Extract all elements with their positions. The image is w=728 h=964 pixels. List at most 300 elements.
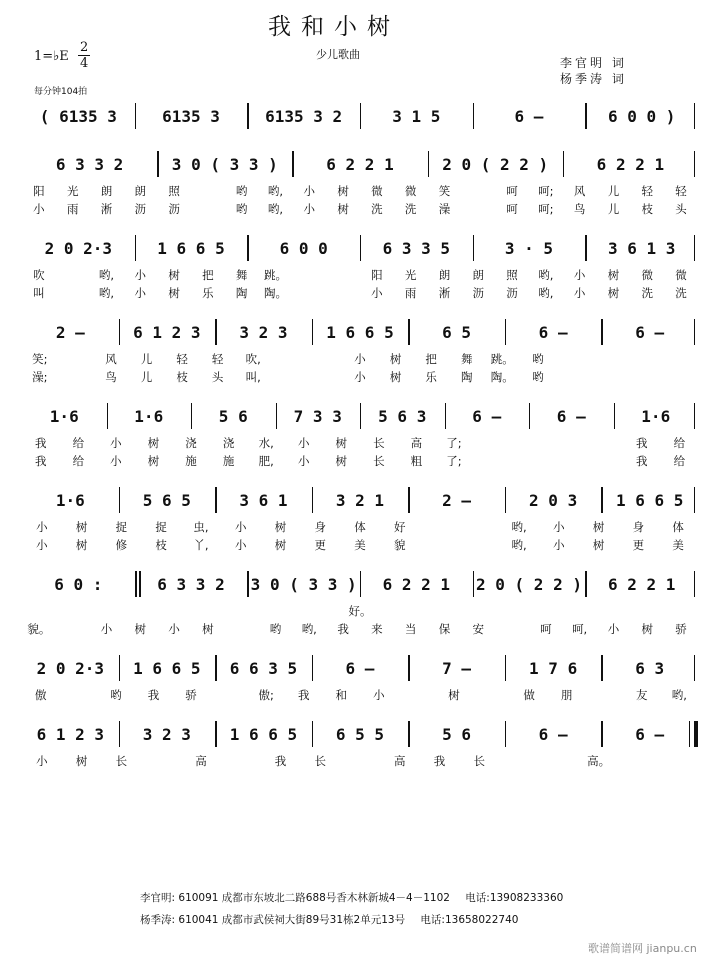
note-row	[22, 102, 698, 130]
lyric-syllable: 貌	[394, 538, 406, 552]
lyric-syllable: 树	[147, 454, 160, 468]
lyric-syllable: 貌。	[27, 622, 51, 636]
contact-2-address: 610041 成都市武侯祠大街89号31栋2单元13号	[178, 914, 406, 926]
lyric-syllable: 哟	[532, 352, 544, 366]
lyrics-verse-1	[22, 753, 698, 769]
lyric-syllable: 肥,	[258, 454, 274, 468]
measure: 6 1 2 3	[36, 724, 104, 744]
lyric-syllable	[58, 351, 94, 367]
lyric-syllable: 更	[632, 538, 645, 552]
lyric-syllable: 呵;	[538, 184, 554, 198]
lyric-syllable: 头	[675, 202, 687, 216]
bar-line	[694, 655, 695, 681]
lyric-syllable: 乐	[425, 370, 437, 384]
measure: 7 –	[442, 658, 472, 678]
lyric-syllable	[307, 369, 343, 385]
lyric-syllable	[461, 201, 495, 217]
lyric-syllable: 树	[389, 370, 402, 384]
lyric-syllable: 树	[147, 436, 160, 450]
lyric-syllable	[459, 537, 499, 553]
lyric-syllable: 小	[303, 184, 316, 198]
lyric-syllable: 风	[573, 184, 586, 198]
lyric-syllable	[292, 285, 326, 301]
lyric-syllable: 浇	[185, 436, 197, 450]
lyric-syllable: 呵	[540, 622, 552, 636]
lyric-syllable: 朗	[438, 268, 451, 282]
lyric-syllable	[292, 267, 326, 283]
lyric-syllable: 哟,	[267, 184, 284, 198]
lyric-syllable	[271, 351, 307, 367]
lyric-syllable: 我	[35, 454, 47, 468]
composer-credit: 杨季涛 词	[560, 72, 627, 86]
lyric-syllable	[585, 687, 623, 703]
lyric-syllable: 微	[675, 268, 687, 282]
music-system-4	[22, 318, 698, 404]
lyric-syllable: 鸟	[105, 370, 117, 384]
measure: 1 6 6 5	[157, 238, 225, 258]
lyric-syllable	[495, 621, 529, 637]
lyric-syllable: 树	[274, 520, 287, 534]
measure: 3 1 5	[392, 106, 441, 126]
lyric-syllable: 儿	[607, 184, 620, 198]
lyric-syllable: 洗	[675, 286, 687, 300]
lyric-syllable: 小	[36, 538, 48, 552]
lyric-syllable: 哟,	[511, 520, 527, 534]
lyric-syllable: 洗	[641, 286, 653, 300]
song-subtitle: 少儿歌曲	[316, 48, 360, 61]
lyrics-verse-1	[22, 687, 698, 703]
music-system-9	[22, 720, 698, 806]
measure: 2 –	[442, 490, 472, 510]
lyrics-verse-2	[22, 537, 698, 553]
measure: 1 6 6 5	[326, 322, 394, 342]
lyric-syllable: 陶	[460, 370, 473, 384]
contact-1-name: 李官明:	[140, 892, 176, 904]
lyric-syllable: 树	[75, 538, 88, 552]
measure: 3 2 3	[239, 322, 288, 342]
measure: 1·6	[641, 406, 671, 426]
bar-line	[694, 151, 695, 177]
lyric-syllable: 树	[337, 184, 349, 198]
lyric-syllable: 树	[592, 520, 605, 534]
measure: 3 · 5	[504, 238, 554, 258]
lyric-syllable: 沥	[472, 286, 484, 300]
lyric-syllable: 把	[202, 268, 214, 282]
lyric-syllable: 洗	[404, 202, 417, 216]
lyric-syllable: 小	[607, 622, 620, 636]
lyric-syllable	[56, 285, 90, 301]
lyric-syllable: 朗	[134, 184, 147, 198]
lyric-syllable	[191, 183, 225, 199]
lyric-syllable: 小	[33, 202, 45, 216]
lyric-syllable	[618, 753, 658, 769]
lyric-syllable: 树	[641, 622, 653, 636]
lyric-syllable: 照	[506, 268, 518, 282]
lyric-syllable: 哟,	[98, 268, 115, 282]
measure: 3 6 1	[239, 490, 288, 510]
lyric-syllable	[473, 435, 511, 451]
measure: 7 3 3	[293, 406, 342, 426]
time-top: 2	[80, 40, 89, 55]
lyrics-verse-2	[22, 621, 698, 637]
lyric-syllable: 微	[641, 268, 653, 282]
lyric-syllable: 哟	[235, 184, 248, 198]
lyric-syllable: 体	[354, 520, 366, 534]
measure: 2 –	[55, 322, 85, 342]
lyrics-verse-2	[22, 369, 698, 385]
lyric-syllable: 把	[425, 352, 437, 366]
lyric-syllable	[556, 369, 592, 385]
lyric-syllable: 更	[314, 538, 326, 552]
lyric-syllable	[662, 351, 698, 367]
lyric-syllable: 美	[672, 538, 684, 552]
lyric-syllable: 枝	[176, 370, 188, 384]
lyric-syllable: 树	[335, 454, 348, 468]
lyric-syllable	[56, 267, 90, 283]
lyric-syllable: 小	[573, 286, 586, 300]
measure: 2 0 ( 2 2 )	[476, 574, 582, 594]
lyric-syllable: 沥	[168, 202, 180, 216]
lyric-syllable	[548, 435, 586, 451]
measure: 6 –	[514, 106, 544, 126]
lyric-syllable: 鸟	[573, 202, 586, 216]
note-row	[22, 318, 698, 346]
lyric-syllable	[221, 753, 261, 769]
lyric-syllable	[473, 687, 511, 703]
lyric-syllable: 哟,	[538, 268, 554, 282]
lyric-syllable: 树	[202, 622, 214, 636]
measure: 6 6 3 5	[229, 658, 298, 678]
measure: 3 0 ( 3 3 )	[250, 574, 357, 594]
measure: 3 6 1 3	[607, 238, 676, 258]
measure: 6 2 2 1	[607, 574, 676, 594]
lyric-syllable: 树	[168, 268, 180, 282]
lyric-syllable: 哟,	[267, 202, 284, 216]
lyric-syllable	[58, 369, 94, 385]
lyric-syllable: 来	[371, 622, 383, 636]
contact-line-1	[140, 890, 563, 905]
lyric-syllable: 照	[168, 184, 180, 198]
lyric-syllable	[585, 435, 623, 451]
note-row	[22, 402, 698, 430]
lyric-syllable: 长	[373, 454, 385, 468]
lyrics-verse-1	[22, 183, 698, 199]
measure: 2 0 2·3	[44, 238, 113, 258]
lyric-syllable	[627, 351, 663, 367]
lyric-syllable: 小	[100, 622, 113, 636]
lyric-syllable: 我	[147, 688, 160, 702]
lyric-syllable: 小	[234, 538, 247, 552]
lyric-syllable: 舞	[235, 268, 248, 282]
lyric-syllable: 叫,	[245, 370, 261, 384]
lyric-syllable	[591, 351, 627, 367]
measure: 2 0 ( 2 2 )	[442, 154, 549, 174]
lyric-syllable: 笑;	[32, 352, 48, 366]
lyric-syllable: 我	[636, 436, 648, 450]
lyric-syllable: 小	[573, 268, 586, 282]
measure: 6135 3 2	[265, 106, 343, 126]
lyric-syllable: 我	[636, 454, 648, 468]
lyric-syllable: 澡	[438, 202, 451, 216]
lyric-syllable: 长	[115, 754, 128, 768]
lyric-syllable: 高	[394, 754, 406, 768]
lyric-syllable: 修	[115, 538, 128, 552]
measure: 6 –	[556, 406, 586, 426]
lyrics-verse-1	[22, 519, 698, 535]
lyricist-credit: 李官明 词	[560, 56, 627, 70]
lyric-syllable: 给	[673, 454, 686, 468]
lyric-syllable: 浇	[222, 436, 235, 450]
lyric-syllable: 小	[36, 520, 48, 534]
lyric-syllable: 捉	[155, 520, 167, 534]
measure: 6 3 3 2	[55, 154, 124, 174]
lyric-syllable: 轻	[675, 184, 687, 198]
lyric-syllable: 了;	[446, 454, 462, 468]
measure: 6 2 2 1	[596, 154, 665, 174]
lyric-syllable: 阳	[371, 268, 383, 282]
measure: 6 5 5	[335, 724, 385, 744]
lyric-syllable: 微	[371, 184, 383, 198]
lyrics-verse-2	[22, 201, 698, 217]
lyric-syllable: 施	[185, 454, 197, 468]
lyric-syllable	[510, 453, 548, 469]
lyric-syllable: 树	[607, 268, 620, 282]
measure: 5 6	[442, 724, 472, 744]
lyric-syllable: 小	[354, 352, 366, 366]
contact-2-name: 杨季涛:	[140, 914, 176, 926]
lyric-syllable: 朗	[100, 184, 113, 198]
lyric-syllable	[420, 537, 460, 553]
lyric-syllable: 树	[335, 436, 348, 450]
lyric-syllable: 当	[404, 622, 417, 636]
lyric-syllable	[461, 183, 495, 199]
lyric-syllable: 沥	[506, 286, 518, 300]
lyric-syllable: 小	[297, 454, 310, 468]
lyric-syllable: 朗	[472, 268, 484, 282]
lyric-syllable: 给	[72, 454, 85, 468]
lyric-syllable: 淅	[100, 202, 113, 216]
lyric-syllable: 哟	[110, 688, 122, 702]
lyric-syllable	[499, 753, 539, 769]
lyric-syllable	[398, 687, 436, 703]
measure: 6 3 3 5	[382, 238, 451, 258]
lyric-syllable	[591, 369, 627, 385]
measure: 5 6 5	[142, 490, 191, 510]
measure: 3 0 ( 3 3 )	[171, 154, 278, 174]
lyric-syllable	[191, 201, 225, 217]
lyric-syllable: 吹,	[245, 352, 261, 366]
lyric-syllable: 吹	[33, 268, 45, 282]
lyric-syllable: 呵,	[572, 622, 588, 636]
lyric-syllable: 给	[673, 436, 686, 450]
lyric-syllable: 淅	[438, 286, 451, 300]
lyric-syllable: 给	[72, 436, 85, 450]
lyric-syllable: 保	[438, 622, 451, 636]
lyric-syllable: 树	[274, 538, 287, 552]
lyric-syllable: 洗	[371, 202, 383, 216]
note-row	[22, 570, 698, 598]
measure: 6 0 :	[54, 574, 103, 594]
measure: 2 0 3	[529, 490, 578, 510]
music-system-6	[22, 486, 698, 572]
lyric-syllable: 施	[222, 454, 235, 468]
lyric-syllable	[141, 753, 181, 769]
lyric-syllable: 哟	[235, 202, 248, 216]
lyric-syllable: 小	[354, 370, 366, 384]
bar-line	[694, 721, 698, 747]
lyric-syllable	[60, 687, 98, 703]
lyric-syllable: 骄	[185, 688, 197, 702]
lyric-syllable: 儿	[140, 370, 153, 384]
lyric-syllable: 轻	[641, 184, 653, 198]
lyric-syllable: 小	[371, 286, 383, 300]
measure: 6 –	[345, 658, 375, 678]
lyric-syllable: 舞	[460, 352, 473, 366]
lyric-syllable: 树	[168, 286, 180, 300]
measure: 6 2 2 1	[382, 574, 451, 594]
lyric-syllable: 长	[373, 436, 385, 450]
lyric-syllable: 树	[389, 352, 402, 366]
lyric-syllable: 枝	[155, 538, 167, 552]
lyrics-verse-1	[22, 267, 698, 283]
lyric-syllable	[510, 435, 548, 451]
measure: 6 –	[538, 322, 568, 342]
lyric-syllable: 呵	[506, 184, 518, 198]
lyric-syllable	[225, 621, 259, 637]
measure: 1·6	[134, 406, 164, 426]
note-row	[22, 234, 698, 262]
lyric-syllable: 儿	[607, 202, 620, 216]
song-title: 我和小树	[268, 14, 400, 40]
site-watermark: 歌谱简谱网 jianpu.cn	[588, 942, 697, 955]
bar-line	[694, 487, 695, 513]
measure: 3 2 3	[142, 724, 191, 744]
lyrics-verse-2	[22, 453, 698, 469]
note-row	[22, 150, 698, 178]
lyric-syllable: 阳	[33, 184, 45, 198]
lyric-syllable: 我	[35, 436, 47, 450]
contact-1-address: 610091 成都市东坡北二路688号香木林新城4－4－1102	[178, 892, 450, 904]
measure: 6 –	[538, 724, 568, 744]
lyric-syllable: 哟,	[98, 286, 115, 300]
lyric-syllable: 陶	[235, 286, 248, 300]
lyric-syllable: 了;	[446, 436, 462, 450]
measure: 6 3 3 2	[157, 574, 225, 594]
measure: 6 –	[472, 406, 502, 426]
lyric-syllable	[326, 267, 360, 283]
measure: 5 6 3	[378, 406, 427, 426]
note-row	[22, 654, 698, 682]
lyric-syllable: 我	[337, 622, 349, 636]
lyric-syllable	[556, 351, 592, 367]
lyric-syllable: 安	[472, 622, 484, 636]
note-row	[22, 720, 698, 748]
lyric-syllable: 树	[134, 622, 147, 636]
lyric-syllable: 树	[607, 286, 620, 300]
lyric-syllable: 呵	[506, 202, 518, 216]
lyric-syllable	[307, 351, 343, 367]
note-row	[22, 486, 698, 514]
measure: 1 6 6 5	[229, 724, 298, 744]
lyric-syllable: 小	[36, 754, 48, 768]
lyric-syllable	[210, 687, 248, 703]
lyric-syllable	[548, 453, 586, 469]
lyric-syllable	[658, 753, 698, 769]
lyric-syllable: 丫,	[193, 538, 209, 552]
lyric-syllable: 高	[195, 754, 207, 768]
lyric-syllable: 朋	[560, 688, 573, 702]
measure: 1 7 6	[529, 658, 578, 678]
lyric-syllable: 雨	[66, 202, 79, 216]
time-signature	[78, 40, 90, 71]
measure: 1·6	[49, 406, 79, 426]
lyric-syllable: 呵;	[538, 202, 554, 216]
lyric-syllable: 小	[234, 520, 247, 534]
lyrics-verse-1	[22, 435, 698, 451]
lyric-syllable: 笑	[438, 184, 451, 198]
lyric-syllable	[56, 621, 90, 637]
lyric-syllable: 虫,	[193, 520, 209, 534]
music-system-7	[22, 570, 698, 656]
lyric-syllable: 枝	[641, 202, 653, 216]
lyrics-verse-1	[22, 351, 698, 367]
measure: 6 3	[635, 658, 665, 678]
key-signature	[34, 49, 69, 64]
measure: 6 –	[635, 724, 665, 744]
measure: 6135 3	[162, 106, 220, 126]
bar-line	[694, 235, 695, 261]
measure: 5 6	[218, 406, 248, 426]
tempo-marking: 每分钟104拍	[34, 87, 88, 97]
measure: 2 0 2·3	[36, 658, 104, 678]
lyric-syllable: 小	[134, 268, 147, 282]
lyric-syllable: 我	[274, 754, 287, 768]
lyric-syllable: 轻	[176, 352, 188, 366]
lyric-syllable: 小	[553, 520, 565, 534]
lyric-syllable: 高	[410, 436, 423, 450]
lyric-syllable: 跳。	[490, 352, 514, 366]
measure: 6 0 0 )	[607, 106, 676, 126]
lyric-syllable: 轻	[211, 352, 224, 366]
lyric-syllable: 体	[672, 520, 684, 534]
lyric-syllable: 傲	[35, 688, 47, 702]
music-system-2	[22, 150, 698, 236]
measure: 6 2 2 1	[326, 154, 394, 174]
key-note: ♭E	[53, 49, 69, 64]
music-system-5	[22, 402, 698, 488]
lyric-syllable	[585, 453, 623, 469]
lyric-syllable	[627, 369, 663, 385]
bar-line	[694, 571, 695, 597]
lyric-syllable: 做	[523, 688, 535, 702]
lyrics-verse-1	[22, 603, 698, 619]
lyric-syllable: 美	[354, 538, 366, 552]
measure: 6 5	[442, 322, 472, 342]
lyric-syllable: 叫	[33, 286, 45, 300]
lyric-syllable: 哟,	[538, 286, 554, 300]
lyric-syllable: 哟,	[671, 688, 687, 702]
lyric-syllable: 小	[110, 454, 122, 468]
lyric-syllable: 小	[110, 436, 122, 450]
lyric-syllable: 陶。	[263, 286, 287, 300]
measure: 3 2 1	[335, 490, 385, 510]
lyric-syllable: 小	[168, 622, 180, 636]
lyric-syllable: 粗	[410, 454, 423, 468]
lyric-syllable: 好。	[348, 604, 372, 618]
lyric-syllable: 小	[303, 202, 316, 216]
measure: 6 1 2 3	[133, 322, 201, 342]
lyric-syllable: 光	[66, 184, 79, 198]
